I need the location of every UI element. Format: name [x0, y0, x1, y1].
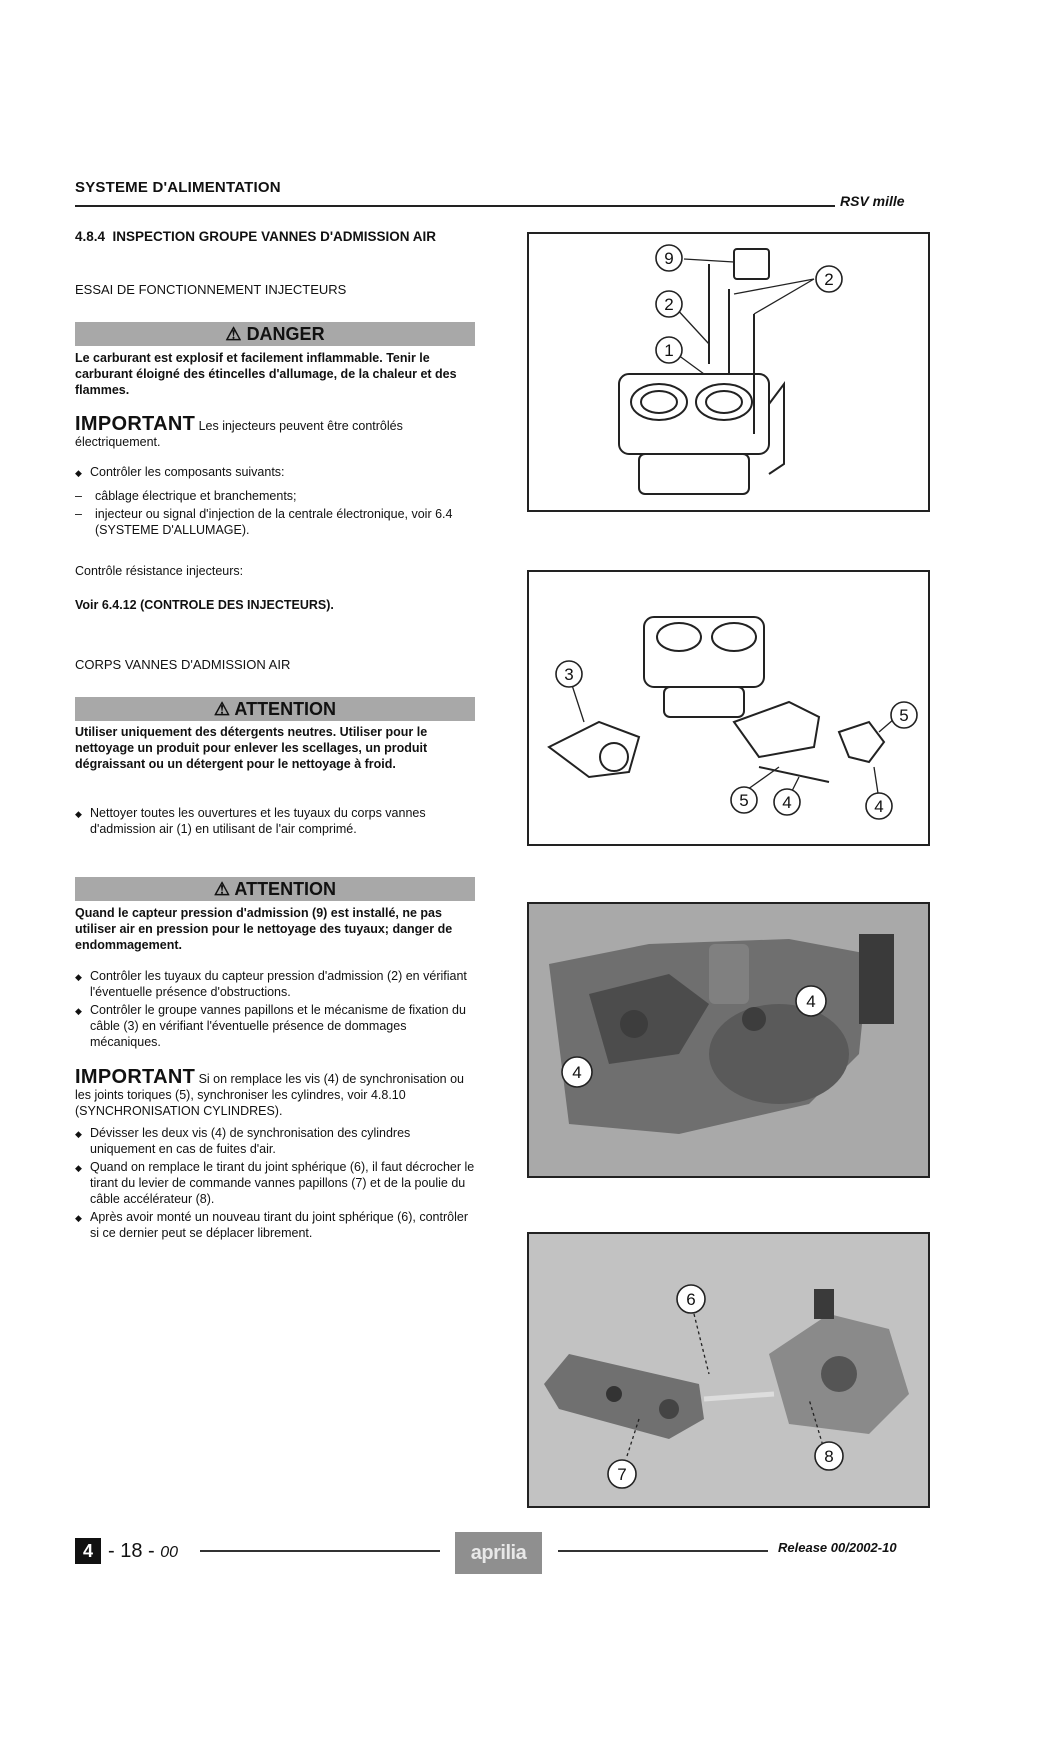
chapter-badge: 4: [75, 1538, 101, 1564]
callout-label: 2: [824, 270, 834, 289]
callout-4b: [562, 1057, 592, 1087]
warning-icon: ⚠: [213, 699, 231, 719]
callout-4a: [774, 789, 800, 815]
page-rev: 00: [160, 1544, 179, 1561]
danger-banner: [75, 322, 475, 346]
callout-5b: [731, 787, 757, 813]
callout-6: [677, 1285, 705, 1313]
callout-label: 9: [664, 249, 674, 268]
attention-text-1: Utiliser uniquement des détergents neutres. Utiliser pour le nettoyage un produit pour enlever les scellages, un produit dégraissant ou un détergent pour le nettoyage à froid.: [75, 725, 428, 771]
corps-title: CORPS VANNES D'ADMISSION AIR: [75, 657, 291, 672]
section-title: INSPECTION GROUPE VANNES D'ADMISSION AIR: [112, 229, 437, 244]
brand-logo: aprilia: [455, 1532, 542, 1574]
photo-throttle-body: [529, 904, 928, 1176]
attention-list-1: [75, 805, 475, 839]
callout-label: 5: [739, 791, 749, 810]
photo-linkage: [529, 1234, 928, 1506]
callout-8: [815, 1442, 843, 1470]
attention-text-2: Quand le capteur pression d'admission (9) est installé, ne pas utiliser air en pression pour le nettoyage des tuyaux; danger de endommagement.: [75, 906, 453, 952]
callout-9: [656, 245, 682, 271]
footer-rule-left: [200, 1550, 440, 1552]
callout-label: 7: [617, 1465, 627, 1484]
section-heading: [75, 229, 475, 245]
footer-rule-right: [558, 1550, 768, 1552]
list-item: – câblage électrique et branchements;: [95, 488, 475, 504]
list-item: ◆ Contrôler les tuyaux du capteur pression d'admission (2) en vérifiant l'éventuelle présence d'obstructions.: [90, 968, 475, 1000]
attention-label: ATTENTION: [234, 879, 337, 899]
header-title: SYSTEME D'ALIMENTATION: [75, 179, 281, 196]
important-note-1: [75, 413, 475, 450]
release-info: Release 00/2002-10: [778, 1540, 897, 1555]
callout-label: 4: [806, 992, 816, 1011]
resistance-title: Contrôle résistance injecteurs:: [75, 564, 244, 578]
callout-2b: [656, 291, 682, 317]
list-item: ◆ Contrôler le groupe vannes papillons et le mécanisme de fixation du câble (3) en vérifiant l'éventuelle présence de dommages mécaniques.: [90, 1002, 475, 1050]
callout-label: 1: [664, 341, 674, 360]
callout-3: [556, 661, 582, 687]
figure-photo-synchronization-screws: [527, 902, 930, 1178]
callout-label: 2: [664, 295, 674, 314]
list-item: ◆ Contrôler les composants suivants:: [90, 464, 475, 480]
check-list-1: [75, 464, 475, 540]
callout-label: 3: [564, 665, 574, 684]
callout-label: 6: [686, 1290, 696, 1309]
warning-icon: ⚠: [225, 324, 242, 344]
figure-throttle-body-sensor: [527, 232, 930, 512]
section-subtitle: ESSAI DE FONCTIONNEMENT INJECTEURS: [75, 282, 347, 297]
callout-4b: [866, 793, 892, 819]
attention-banner-1: [75, 697, 475, 721]
callout-5a: [891, 702, 917, 728]
danger-label: DANGER: [246, 324, 325, 344]
callout-label: 5: [899, 706, 909, 725]
warning-icon: ⚠: [213, 879, 231, 899]
important-label: IMPORTANT: [75, 413, 196, 435]
list-item: ◆ Nettoyer toutes les ouvertures et les tuyaux du corps vannes d'admission air (1) en utilisant de l'air comprimé.: [90, 805, 475, 837]
attention-list-2: [75, 968, 475, 1052]
resistance-ref: Voir 6.4.12 (CONTROLE DES INJECTEURS).: [75, 598, 334, 612]
callout-label: 4: [572, 1063, 582, 1082]
header-model: RSV mille: [840, 193, 905, 209]
callout-2a: [816, 266, 842, 292]
important-label: IMPORTANT: [75, 1066, 196, 1088]
list-item: ◆ Dévisser les deux vis (4) de synchronisation des cylindres uniquement en cas de fuites d'air.: [90, 1125, 475, 1157]
exploded-view-drawing: [529, 572, 928, 844]
important-note-2: [75, 1066, 475, 1243]
danger-text: Le carburant est explosif et facilement inflammable. Tenir le carburant éloigné des étincelles d'allumage, de la chaleur et des flammes.: [75, 351, 457, 397]
list-item: ◆ Quand on remplace le tirant du joint sphérique (6), il faut décrocher le tirant du levier de commande vannes papillons (7) et de la poulie du câble accélérateur (8).: [90, 1159, 475, 1207]
callout-1: [656, 337, 682, 363]
important-text: Les injecteurs peuvent être contrôlés électriquement.: [75, 419, 403, 449]
attention-banner-2: [75, 877, 475, 901]
important-text: Si on remplace les vis (4) de synchronisation ou les joints toriques (5), synchroniser les cylindres, voir 4.8.10 (SYNCHRONISATION CYLINDRES).: [75, 1072, 464, 1118]
callout-label: 4: [782, 793, 792, 812]
page-label: - 18 -: [108, 1540, 155, 1562]
callout-label: 4: [874, 797, 884, 816]
figure-photo-linkage: [527, 1232, 930, 1508]
attention-label: ATTENTION: [234, 699, 337, 719]
throttle-body-drawing: [529, 234, 928, 510]
callout-label: 8: [824, 1447, 834, 1466]
header-rule: [75, 205, 835, 207]
section-number: 4.8.4: [75, 229, 106, 244]
figure-exploded-view: [527, 570, 930, 846]
page-number: [108, 1538, 178, 1566]
list-item: ◆ Après avoir monté un nouveau tirant du joint sphérique (6), contrôler si ce dernier peut se déplacer librement.: [90, 1209, 475, 1241]
callout-7: [608, 1460, 636, 1488]
callout-4a: [796, 986, 826, 1016]
list-item: – injecteur ou signal d'injection de la centrale électronique, voir 6.4 (SYSTEME D'ALLUMAGE).: [95, 506, 475, 538]
